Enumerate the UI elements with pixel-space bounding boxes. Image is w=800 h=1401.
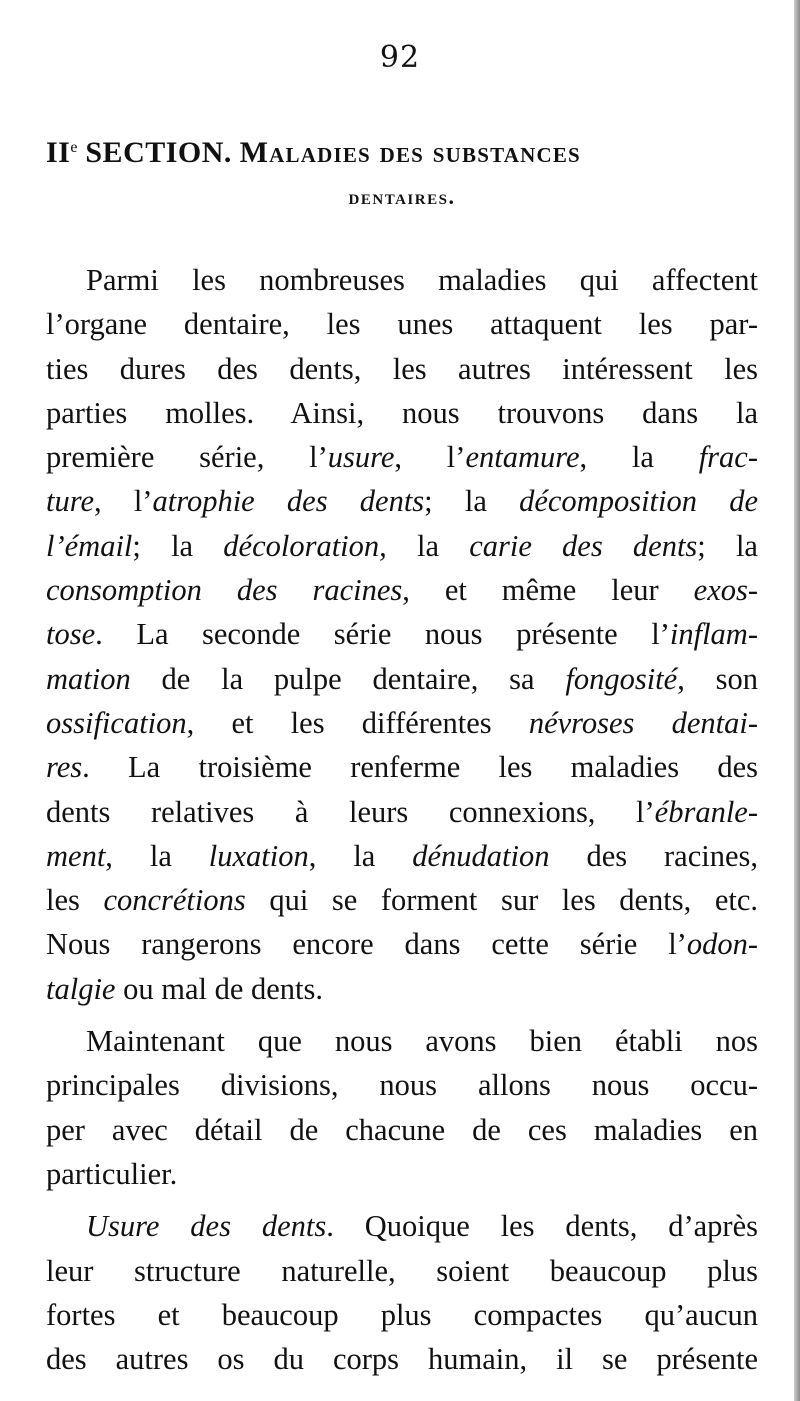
text-run: l’organe dentaire, les unes attaquent les par- [46,307,758,342]
text-run: ou mal de dents. [115,971,323,1006]
text-run: ; la [132,528,224,563]
text-run: particulier. [46,1156,178,1191]
text-run: première série, l’ [46,440,328,475]
italic-term: dénudation [412,838,550,873]
section-word: SECTION. [85,136,232,169]
italic-term: ossification [46,705,187,740]
text-line [46,479,758,523]
text-run: Maintenant que nous avons bien établi nos [86,1024,758,1059]
text-line [46,1063,758,1107]
italic-term: concrétions [103,883,246,918]
text-run: . Quoique les dents, d’après [326,1209,758,1244]
italic-term: inflam- [669,617,758,652]
text-run: , la [579,440,699,475]
text-run: . La troisième renferme les maladies des [82,750,758,785]
text-line [46,922,758,966]
italic-term: entamure [465,440,580,475]
text-line [46,1293,758,1337]
italic-term: odon- [686,927,758,962]
italic-term: décoloration, [223,528,387,563]
section-heading [46,128,758,215]
italic-term: carie des dents [469,528,698,563]
text-line [46,612,758,656]
italic-term: fongosité [565,661,678,696]
text-run: . La seconde série nous présente l’ [95,617,670,652]
text-line [46,1337,758,1381]
italic-term: ment [46,838,106,873]
text-line [46,967,758,1011]
text-run: fortes et beaucoup plus compactes qu’aucun [46,1297,758,1332]
text-line [46,1152,758,1196]
italic-term: usure [327,440,395,475]
text-run: leur structure naturelle, soient beaucoup plus [46,1253,758,1288]
italic-term: res [46,750,83,785]
text-run: principales divisions, nous allons nous occu- [46,1068,758,1103]
text-line [46,701,758,745]
paragraph-2 [46,1019,758,1196]
text-run: parties molles. Ainsi, nous trouvons dans la [46,395,758,430]
italic-term: talgie [46,971,116,1006]
text-line [46,568,758,612]
italic-term: l’émail [46,528,133,563]
text-line [46,657,758,701]
body-text [46,258,758,1381]
text-line [46,302,758,346]
text-run: per avec détail de chacune de ces maladies en [46,1112,758,1147]
text-run: , l’ [394,440,466,475]
page-edge-shadow [794,0,800,1401]
text-line [46,347,758,391]
text-line [46,1019,758,1063]
italic-term: atrophie des dents [152,484,425,519]
text-line [46,790,758,834]
text-line [46,878,758,922]
section-ordinal-superscript: e [70,139,78,156]
text-run: , la [308,838,413,873]
text-run: ; la [424,484,520,519]
italic-term: luxation [208,838,309,873]
italic-term: ture [46,484,94,519]
italic-term: Usure des dents [86,1209,327,1244]
section-title-part-2: dentaires. [348,184,456,209]
paragraph-1 [46,258,758,1011]
section-title-part-1: Maladies des substances [239,136,581,169]
text-run: , la [105,838,209,873]
text-run: des racines, [549,838,759,873]
text-run: , et même leur [402,573,694,608]
italic-term: névroses dentai- [528,705,758,740]
text-line [46,1249,758,1293]
text-run: ; la [697,528,758,563]
text-line [46,435,758,479]
section-roman-numeral: II [46,136,71,169]
text-run: les [46,883,104,918]
text-line [46,1204,758,1248]
text-run: dents relatives à leurs connexions, l’ [46,794,655,829]
text-run: , et les différentes [186,705,529,740]
text-run: Parmi les nombreuses maladies qui affectent [86,263,758,297]
text-line [46,391,758,435]
text-run: de la pulpe dentaire, sa [130,661,566,696]
text-line [46,834,758,878]
text-line [46,1108,758,1152]
text-run: Nous rangerons encore dans cette série l’ [46,927,687,962]
text-run: ties dures des dents, les autres intéressent les [46,351,758,386]
italic-term: tose [46,617,96,652]
section-heading-line-1 [46,128,758,173]
italic-term: frac- [698,440,758,475]
page-number: 92 [379,40,421,75]
italic-term: mation [46,661,131,696]
italic-term: exos- [693,573,759,608]
text-run: la [386,528,470,563]
text-run: des autres os du corps humain, il se présente [46,1342,758,1377]
italic-term: consomption des racines [46,573,403,608]
italic-term: ébranle- [654,794,758,829]
text-line [46,745,758,789]
text-run: qui se forment sur les dents, etc. [245,883,758,918]
text-run: , son [677,661,758,696]
text-line [46,258,758,302]
text-run: , l’ [94,484,153,519]
paragraph-3 [46,1204,758,1381]
italic-term: décomposition de [519,484,758,519]
text-line [46,524,758,568]
